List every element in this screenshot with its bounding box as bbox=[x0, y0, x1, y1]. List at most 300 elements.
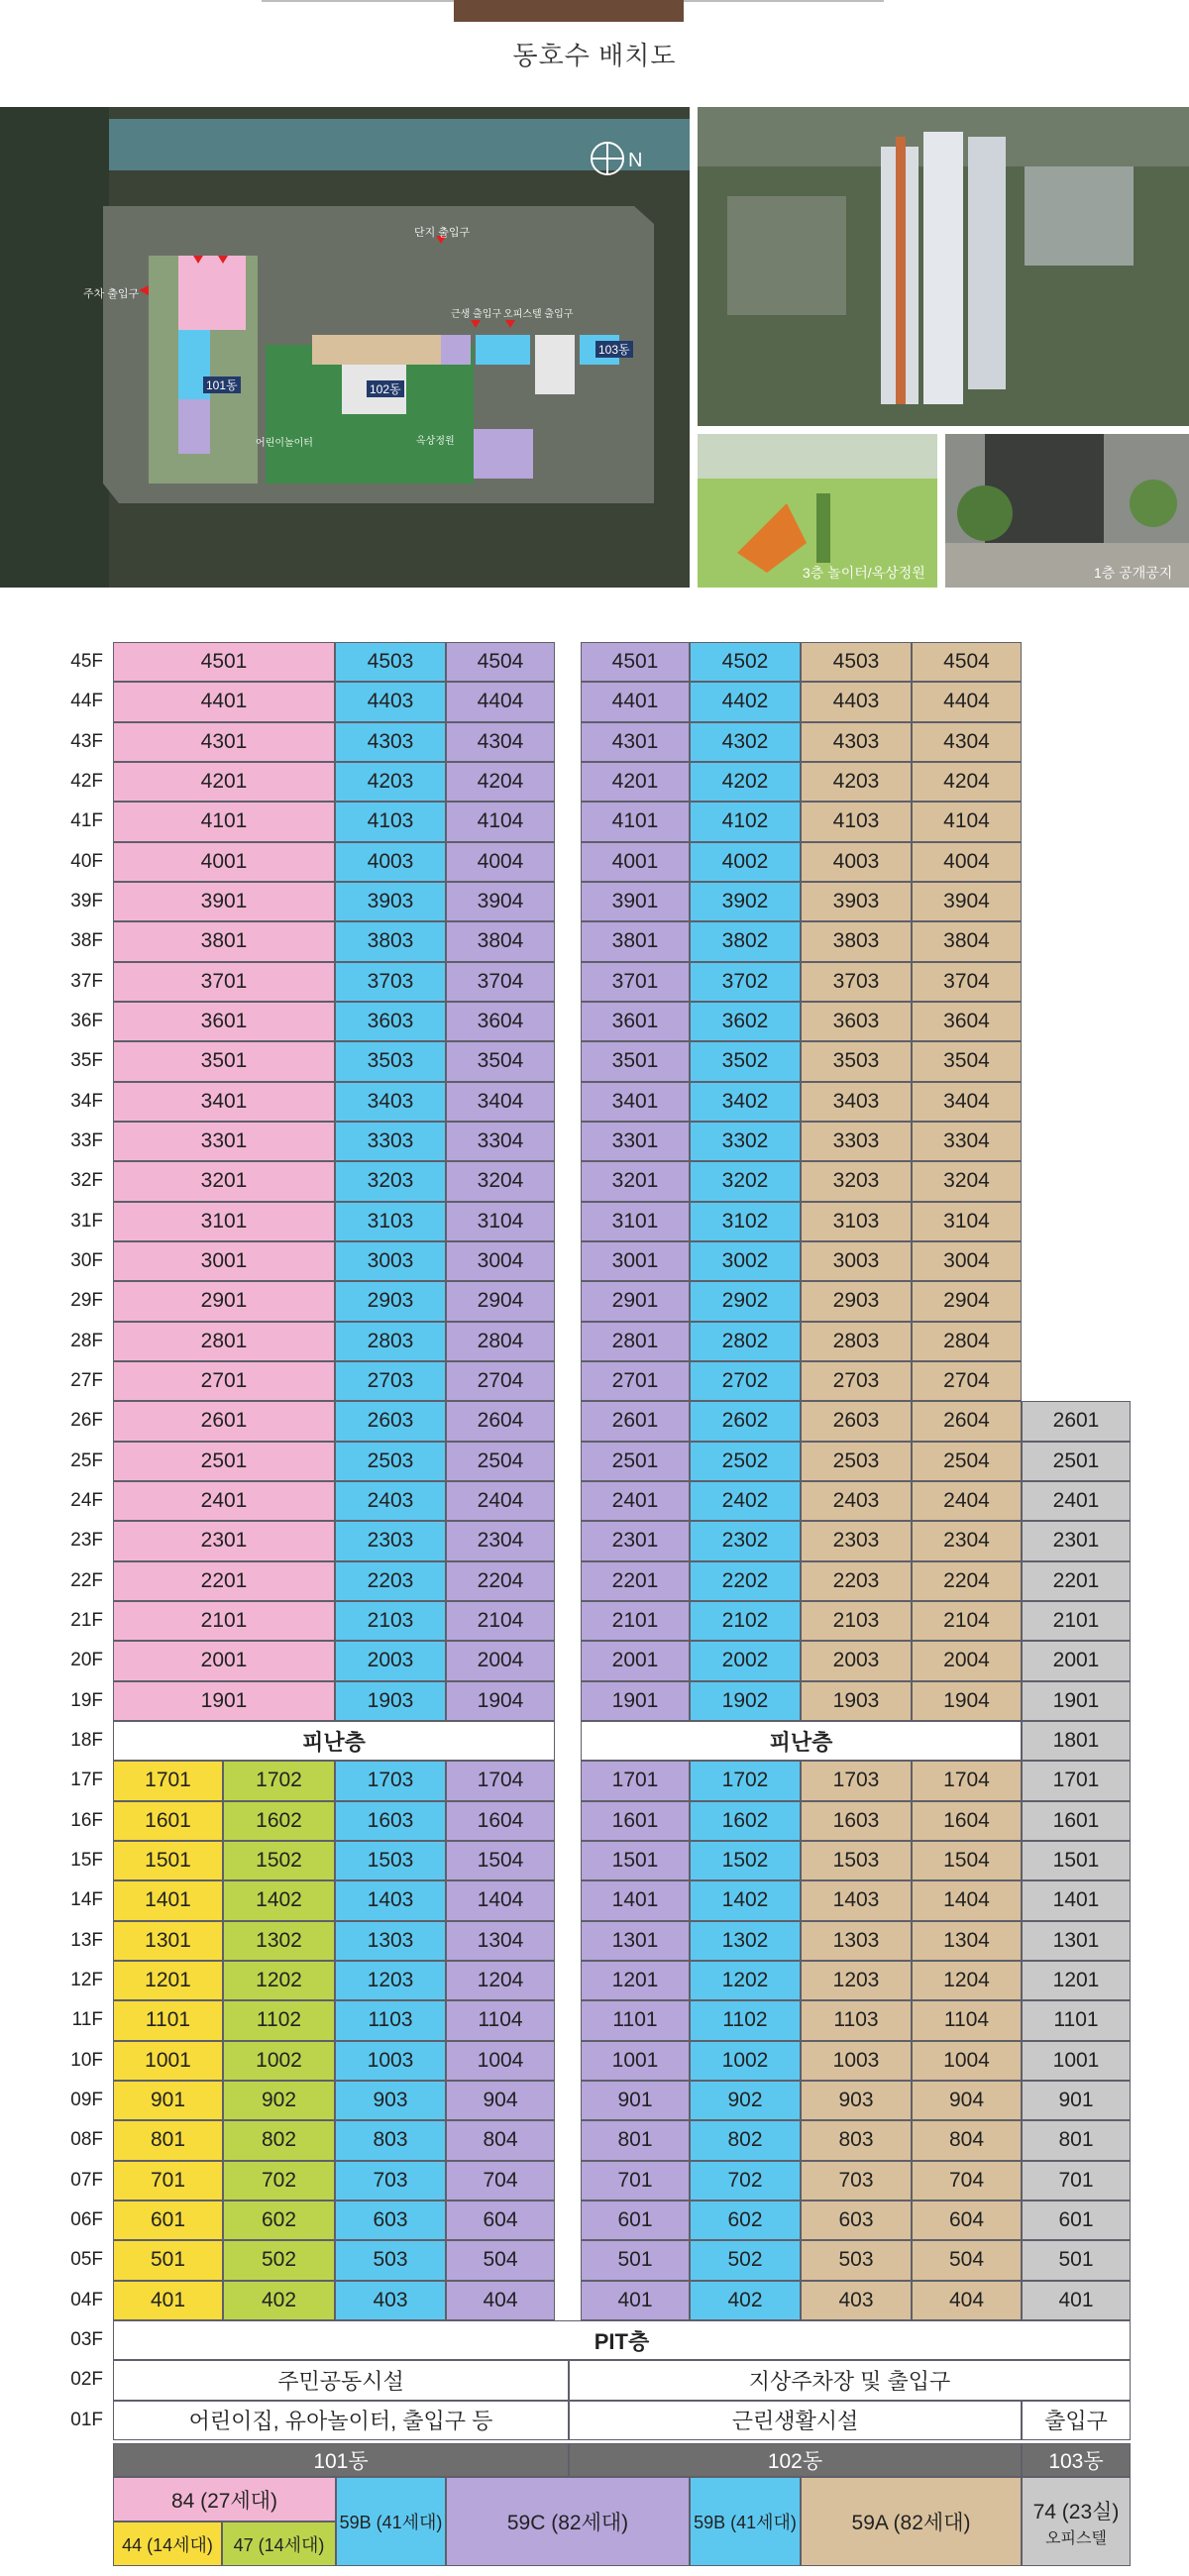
unit-cell-102: 3801 bbox=[581, 921, 690, 961]
unit-cell-101: 901 bbox=[113, 2081, 223, 2120]
parking-entrance-label: 주차 출입구 bbox=[83, 288, 140, 300]
floor-label: 06F bbox=[70, 2209, 103, 2231]
unit-cell-101: 2901 bbox=[113, 1281, 335, 1321]
unit-cell-101: 3301 bbox=[113, 1122, 335, 1161]
unit-cell-101: 2003 bbox=[335, 1641, 446, 1680]
floor-label: 38F bbox=[70, 930, 103, 952]
unit-cell-101: 3704 bbox=[446, 962, 555, 1002]
unit-cell-102: 2801 bbox=[581, 1322, 690, 1361]
unit-cell-102: 1101 bbox=[581, 2000, 690, 2040]
unit-cell-102: 3304 bbox=[912, 1122, 1022, 1161]
unit-cell-102: 3802 bbox=[690, 921, 801, 961]
building-101-tag: 101동 bbox=[203, 376, 241, 393]
unit-cell-101: 3404 bbox=[446, 1082, 555, 1122]
unit-cell-102: 3101 bbox=[581, 1202, 690, 1241]
unit-cell-102: 2803 bbox=[801, 1322, 912, 1361]
unit-cell-101: 3903 bbox=[335, 882, 446, 921]
unit-cell-101: 1901 bbox=[113, 1681, 335, 1721]
unit-cell-102: 4203 bbox=[801, 762, 912, 802]
floor-label: 07F bbox=[70, 2169, 103, 2191]
unit-cell-101: 2801 bbox=[113, 1322, 335, 1361]
unit-cell-102: 602 bbox=[690, 2200, 801, 2240]
floor-label: 08F bbox=[70, 2129, 103, 2151]
unit-cell-102: 3704 bbox=[912, 962, 1022, 1002]
unit-cell-102: 1503 bbox=[801, 1841, 912, 1880]
unit-cell-101: 504 bbox=[446, 2240, 555, 2280]
unit-cell-101: 3503 bbox=[335, 1041, 446, 1081]
unit-cell-101: 604 bbox=[446, 2200, 555, 2240]
unit-cell-102: 2603 bbox=[801, 1401, 912, 1441]
unit-cell-101: 4004 bbox=[446, 842, 555, 882]
refuge-floor-101: 피난층 bbox=[113, 1721, 555, 1761]
unit-cell-101: 4503 bbox=[335, 642, 446, 682]
unit-cell-101: 4001 bbox=[113, 842, 335, 882]
complex-entrance-label: 단지 출입구 bbox=[414, 227, 471, 239]
unit-cell-102: 2102 bbox=[690, 1601, 801, 1641]
unit-cell-102: 503 bbox=[801, 2240, 912, 2280]
unit-cell-102: 3601 bbox=[581, 1002, 690, 1041]
unit-cell-101: 1001 bbox=[113, 2041, 223, 2081]
unit-cell-102: 1202 bbox=[690, 1961, 801, 2000]
unit-cell-102: 2404 bbox=[912, 1481, 1022, 1521]
unit-cell-101: 3401 bbox=[113, 1082, 335, 1122]
unit-cell-102: 3901 bbox=[581, 882, 690, 921]
unit-cell-101: 1701 bbox=[113, 1761, 223, 1800]
unit-cell-101: 1604 bbox=[446, 1801, 555, 1841]
unit-cell-102: 3102 bbox=[690, 1202, 801, 1241]
unit-cell-101: 2103 bbox=[335, 1601, 446, 1641]
unit-cell-101: 1004 bbox=[446, 2041, 555, 2081]
legend-102-header: 102동 bbox=[569, 2443, 1022, 2477]
unit-cell-101: 3103 bbox=[335, 1202, 446, 1241]
unit-cell-103: 1101 bbox=[1022, 2000, 1131, 2040]
unit-cell-102: 4401 bbox=[581, 682, 690, 721]
floor-label: 29F bbox=[70, 1290, 103, 1312]
unit-cell-102: 504 bbox=[912, 2240, 1022, 2280]
unit-cell-102: 1902 bbox=[690, 1681, 801, 1721]
unit-cell-101: 4203 bbox=[335, 762, 446, 802]
unit-cell-102: 1504 bbox=[912, 1841, 1022, 1880]
floor-label: 42F bbox=[70, 771, 103, 793]
unit-cell-102: 3602 bbox=[690, 1002, 801, 1041]
unit-cell-101: 1204 bbox=[446, 1961, 555, 2000]
legend-74-label: 74 (23실) bbox=[1032, 2500, 1120, 2523]
unit-cell-102: 4201 bbox=[581, 762, 690, 802]
unit-cell-101: 3304 bbox=[446, 1122, 555, 1161]
unit-cell-102: 2704 bbox=[912, 1361, 1022, 1401]
unit-cell-102: 403 bbox=[801, 2281, 912, 2320]
unit-cell-102: 1604 bbox=[912, 1801, 1022, 1841]
floor2-community-facility: 주민공동시설 bbox=[113, 2360, 569, 2400]
unit-cell-102: 1601 bbox=[581, 1801, 690, 1841]
floor-label: 27F bbox=[70, 1370, 103, 1392]
unit-cell-102: 701 bbox=[581, 2161, 690, 2200]
unit-cell-101: 3801 bbox=[113, 921, 335, 961]
unit-cell-102: 802 bbox=[690, 2120, 801, 2160]
unit-cell-102: 4304 bbox=[912, 722, 1022, 762]
unit-cell-101: 602 bbox=[223, 2200, 335, 2240]
unit-cell-101: 2301 bbox=[113, 1521, 335, 1560]
unit-cell-101: 1603 bbox=[335, 1801, 446, 1841]
floor-label: 43F bbox=[70, 730, 103, 752]
unit-cell-102: 1901 bbox=[581, 1681, 690, 1721]
unit-cell-102: 502 bbox=[690, 2240, 801, 2280]
unit-cell-101: 4103 bbox=[335, 802, 446, 841]
unit-cell-101: 3003 bbox=[335, 1241, 446, 1281]
unit-cell-101: 2504 bbox=[446, 1442, 555, 1481]
unit-cell-101: 601 bbox=[113, 2200, 223, 2240]
unit-cell-103: 2601 bbox=[1022, 1401, 1131, 1441]
unit-cell-101: 4301 bbox=[113, 722, 335, 762]
unit-cell-103: 2001 bbox=[1022, 1641, 1131, 1680]
unit-cell-102: 402 bbox=[690, 2281, 801, 2320]
unit-cell-101: 2401 bbox=[113, 1481, 335, 1521]
legend-59a: 59A (82세대) bbox=[801, 2477, 1022, 2566]
unit-cell-102: 3903 bbox=[801, 882, 912, 921]
unit-cell-101: 2603 bbox=[335, 1401, 446, 1441]
unit-cell-102: 3703 bbox=[801, 962, 912, 1002]
unit-cell-103: 1301 bbox=[1022, 1921, 1131, 1961]
floor-label: 21F bbox=[70, 1610, 103, 1632]
floor-label: 36F bbox=[70, 1011, 103, 1032]
floor-label: 13F bbox=[70, 1929, 103, 1951]
unit-cell-102: 904 bbox=[912, 2081, 1022, 2120]
unit-cell-101: 4204 bbox=[446, 762, 555, 802]
unit-cell-101: 3203 bbox=[335, 1161, 446, 1201]
unit-cell-101: 4504 bbox=[446, 642, 555, 682]
floor1-entrance-103: 출입구 bbox=[1022, 2401, 1131, 2440]
unit-cell-102: 2104 bbox=[912, 1601, 1022, 1641]
floor-label: 22F bbox=[70, 1569, 103, 1591]
unit-cell-101: 2804 bbox=[446, 1322, 555, 1361]
unit-cell-102: 901 bbox=[581, 2081, 690, 2120]
unit-cell-101: 3004 bbox=[446, 1241, 555, 1281]
unit-cell-102: 2201 bbox=[581, 1561, 690, 1601]
unit-cell-101: 1101 bbox=[113, 2000, 223, 2040]
unit-cell-102: 2204 bbox=[912, 1561, 1022, 1601]
unit-cell-101: 4401 bbox=[113, 682, 335, 721]
unit-cell-102: 4101 bbox=[581, 802, 690, 841]
unit-cell-102: 804 bbox=[912, 2120, 1022, 2160]
floor-label: 34F bbox=[70, 1090, 103, 1112]
unit-cell-102: 3504 bbox=[912, 1041, 1022, 1081]
unit-cell-102: 3803 bbox=[801, 921, 912, 961]
unit-cell-102: 3603 bbox=[801, 1002, 912, 1041]
unit-cell-103: 801 bbox=[1022, 2120, 1131, 2160]
unit-cell-101: 904 bbox=[446, 2081, 555, 2120]
unit-cell-102: 1903 bbox=[801, 1681, 912, 1721]
unit-cell-102: 1301 bbox=[581, 1921, 690, 1961]
legend-59c: 59C (82세대) bbox=[446, 2477, 690, 2566]
floor1-commercial: 근린생활시설 bbox=[569, 2401, 1022, 2440]
unit-cell-101: 2203 bbox=[335, 1561, 446, 1601]
floor2-parking-entrance: 지상주차장 및 출입구 bbox=[569, 2360, 1131, 2400]
floor-label: 32F bbox=[70, 1170, 103, 1192]
unit-cell-101: 1903 bbox=[335, 1681, 446, 1721]
plaza-caption: 1층 공개공지 bbox=[1094, 565, 1173, 581]
unit-cell-102: 903 bbox=[801, 2081, 912, 2120]
unit-cell-102: 3201 bbox=[581, 1161, 690, 1201]
unit-cell-101: 2304 bbox=[446, 1521, 555, 1560]
floor-label: 45F bbox=[70, 651, 103, 673]
legend-84-type: 84 (27세대) bbox=[113, 2477, 336, 2522]
unit-cell-103: 2501 bbox=[1022, 1442, 1131, 1481]
unit-cell-102: 1303 bbox=[801, 1921, 912, 1961]
unit-cell-101: 2703 bbox=[335, 1361, 446, 1401]
unit-cell-101: 2403 bbox=[335, 1481, 446, 1521]
unit-cell-102: 1201 bbox=[581, 1961, 690, 2000]
unit-cell-102: 2902 bbox=[690, 1281, 801, 1321]
unit-cell-101: 4101 bbox=[113, 802, 335, 841]
unit-cell-101: 2904 bbox=[446, 1281, 555, 1321]
unit-cell-101: 3504 bbox=[446, 1041, 555, 1081]
unit-cell-101: 4403 bbox=[335, 682, 446, 721]
unit-cell-101: 3701 bbox=[113, 962, 335, 1002]
unit-cell-102: 3501 bbox=[581, 1041, 690, 1081]
unit-cell-101: 1303 bbox=[335, 1921, 446, 1961]
unit-cell-102: 4102 bbox=[690, 802, 801, 841]
unit-cell-102: 2002 bbox=[690, 1641, 801, 1680]
unit-cell-101: 402 bbox=[223, 2281, 335, 2320]
unit-cell-103: 1601 bbox=[1022, 1801, 1131, 1841]
unit-cell-103: 2101 bbox=[1022, 1601, 1131, 1641]
unit-cell-102: 2503 bbox=[801, 1442, 912, 1481]
unit-cell-102: 1401 bbox=[581, 1880, 690, 1920]
unit-cell-102: 2401 bbox=[581, 1481, 690, 1521]
floor-label: 33F bbox=[70, 1130, 103, 1152]
floor-label: 26F bbox=[70, 1410, 103, 1432]
unit-cell-101: 1904 bbox=[446, 1681, 555, 1721]
legend-59b-101: 59B (41세대) bbox=[336, 2477, 446, 2566]
floor-label: 05F bbox=[70, 2249, 103, 2271]
unit-cell-101: 502 bbox=[223, 2240, 335, 2280]
unit-cell-103: 601 bbox=[1022, 2200, 1131, 2240]
unit-cell-102: 4403 bbox=[801, 682, 912, 721]
unit-cell-101: 503 bbox=[335, 2240, 446, 2280]
unit-cell-102: 604 bbox=[912, 2200, 1022, 2240]
unit-cell-101: 1601 bbox=[113, 1801, 223, 1841]
unit-cell-102: 2701 bbox=[581, 1361, 690, 1401]
unit-cell-101: 2303 bbox=[335, 1521, 446, 1560]
unit-cell-101: 3303 bbox=[335, 1122, 446, 1161]
unit-cell-101: 3603 bbox=[335, 1002, 446, 1041]
unit-cell-102: 1304 bbox=[912, 1921, 1022, 1961]
unit-cell-102: 3302 bbox=[690, 1122, 801, 1161]
unit-cell-101: 1403 bbox=[335, 1880, 446, 1920]
unit-cell-102: 1701 bbox=[581, 1761, 690, 1800]
unit-cell-102: 3002 bbox=[690, 1241, 801, 1281]
floor-label: 16F bbox=[70, 1809, 103, 1831]
unit-cell-101: 803 bbox=[335, 2120, 446, 2160]
pit-floor-band: PIT층 bbox=[113, 2320, 1131, 2360]
unit-cell-101: 1304 bbox=[446, 1921, 555, 1961]
unit-cell-101: 3901 bbox=[113, 882, 335, 921]
unit-cell-102: 1103 bbox=[801, 2000, 912, 2040]
floor1-daycare-playground: 어린이집, 유아놀이터, 출입구 등 bbox=[113, 2401, 569, 2440]
floor-label: 09F bbox=[70, 2090, 103, 2111]
floor-label: 20F bbox=[70, 1650, 103, 1671]
unit-cell-101: 2704 bbox=[446, 1361, 555, 1401]
unit-cell-102: 1004 bbox=[912, 2041, 1022, 2081]
unit-cell-101: 2701 bbox=[113, 1361, 335, 1401]
playground-caption: 3층 놀이터/옥상정원 bbox=[803, 565, 925, 581]
unit-cell-102: 3103 bbox=[801, 1202, 912, 1241]
unit-cell-102: 404 bbox=[912, 2281, 1022, 2320]
unit-cell-103: 401 bbox=[1022, 2281, 1131, 2320]
unit-cell-102: 4302 bbox=[690, 722, 801, 762]
unit-cell-102: 2502 bbox=[690, 1442, 801, 1481]
floor-label: 19F bbox=[70, 1689, 103, 1711]
unit-cell-102: 3001 bbox=[581, 1241, 690, 1281]
legend-103-header: 103동 bbox=[1022, 2443, 1131, 2477]
unit-cell-101: 1704 bbox=[446, 1761, 555, 1800]
floor-label: 23F bbox=[70, 1530, 103, 1552]
unit-cell-102: 4001 bbox=[581, 842, 690, 882]
floor-label: 25F bbox=[70, 1449, 103, 1471]
unit-cell-101: 903 bbox=[335, 2081, 446, 2120]
unit-cell-102: 1203 bbox=[801, 1961, 912, 2000]
unit-cell-102: 2702 bbox=[690, 1361, 801, 1401]
unit-cell-101: 1401 bbox=[113, 1880, 223, 1920]
floor-label: 12F bbox=[70, 1970, 103, 1991]
unit-cell-101: 2001 bbox=[113, 1641, 335, 1680]
unit-cell-101: 1402 bbox=[223, 1880, 335, 1920]
unit-cell-102: 2601 bbox=[581, 1401, 690, 1441]
commercial-entrance-label: 근생 출입구 bbox=[451, 309, 502, 320]
unit-cell-102: 2901 bbox=[581, 1281, 690, 1321]
unit-cell-102: 2103 bbox=[801, 1601, 912, 1641]
unit-cell-101: 2404 bbox=[446, 1481, 555, 1521]
unit-cell-102: 4404 bbox=[912, 682, 1022, 721]
unit-cell-102: 3902 bbox=[690, 882, 801, 921]
unit-cell-102: 2703 bbox=[801, 1361, 912, 1401]
unit-cell-102: 2804 bbox=[912, 1322, 1022, 1361]
floor-label: 41F bbox=[70, 810, 103, 832]
unit-cell-102: 902 bbox=[690, 2081, 801, 2120]
unit-cell-102: 2403 bbox=[801, 1481, 912, 1521]
unit-cell-102: 1102 bbox=[690, 2000, 801, 2040]
unit-cell-102: 3303 bbox=[801, 1122, 912, 1161]
unit-cell-102: 4303 bbox=[801, 722, 912, 762]
unit-cell-101: 1702 bbox=[223, 1761, 335, 1800]
unit-cell-102: 2003 bbox=[801, 1641, 912, 1680]
unit-cell-101: 3201 bbox=[113, 1161, 335, 1201]
floor-label: 01F bbox=[70, 2409, 103, 2430]
unit-cell-102: 3104 bbox=[912, 1202, 1022, 1241]
unit-cell-102: 3702 bbox=[690, 962, 801, 1002]
unit-cell-102: 3003 bbox=[801, 1241, 912, 1281]
building-102-tag: 102동 bbox=[367, 380, 404, 397]
unit-cell-101: 802 bbox=[223, 2120, 335, 2160]
unit-cell-102: 3904 bbox=[912, 882, 1022, 921]
unit-cell-101: 3101 bbox=[113, 1202, 335, 1241]
unit-cell-101: 1602 bbox=[223, 1801, 335, 1841]
unit-cell-102: 803 bbox=[801, 2120, 912, 2160]
unit-cell-102: 1704 bbox=[912, 1761, 1022, 1800]
unit-cell-102: 3403 bbox=[801, 1082, 912, 1122]
legend-47-type: 47 (14세대) bbox=[222, 2522, 336, 2566]
unit-cell-102: 2301 bbox=[581, 1521, 690, 1560]
unit-cell-103: 1801 bbox=[1022, 1721, 1131, 1761]
rooftop-garden-map-label: 옥상정원 bbox=[416, 436, 455, 447]
unit-cell-102: 702 bbox=[690, 2161, 801, 2200]
floor-label: 15F bbox=[70, 1850, 103, 1872]
unit-cell-102: 2101 bbox=[581, 1601, 690, 1641]
unit-cell-101: 704 bbox=[446, 2161, 555, 2200]
unit-cell-102: 1404 bbox=[912, 1880, 1022, 1920]
unit-cell-101: 1102 bbox=[223, 2000, 335, 2040]
unit-cell-101: 2004 bbox=[446, 1641, 555, 1680]
unit-cell-103: 2401 bbox=[1022, 1481, 1131, 1521]
unit-cell-101: 3501 bbox=[113, 1041, 335, 1081]
unit-cell-102: 2903 bbox=[801, 1281, 912, 1321]
unit-cell-102: 2303 bbox=[801, 1521, 912, 1560]
unit-cell-102: 2904 bbox=[912, 1281, 1022, 1321]
floor-label: 14F bbox=[70, 1889, 103, 1911]
unit-cell-101: 2903 bbox=[335, 1281, 446, 1321]
unit-cell-102: 1302 bbox=[690, 1921, 801, 1961]
compass-label: N bbox=[628, 150, 643, 171]
unit-cell-101: 401 bbox=[113, 2281, 223, 2320]
unit-cell-102: 4503 bbox=[801, 642, 912, 682]
legend-59b-102: 59B (41세대) bbox=[690, 2477, 801, 2566]
unit-cell-101: 2204 bbox=[446, 1561, 555, 1601]
floor-label: 02F bbox=[70, 2369, 103, 2391]
legend-101-header: 101동 bbox=[113, 2443, 569, 2477]
legend-74-officetel bbox=[1022, 2477, 1131, 2566]
unit-cell-102: 3804 bbox=[912, 921, 1022, 961]
unit-cell-102: 1002 bbox=[690, 2041, 801, 2081]
floor-label: 10F bbox=[70, 2049, 103, 2071]
unit-cell-102: 4502 bbox=[690, 642, 801, 682]
unit-cell-102: 2402 bbox=[690, 1481, 801, 1521]
unit-cell-101: 4404 bbox=[446, 682, 555, 721]
floor-label: 39F bbox=[70, 891, 103, 912]
unit-cell-101: 404 bbox=[446, 2281, 555, 2320]
unit-cell-102: 1702 bbox=[690, 1761, 801, 1800]
floor-label: 40F bbox=[70, 850, 103, 872]
unit-cell-102: 3301 bbox=[581, 1122, 690, 1161]
unit-cell-101: 702 bbox=[223, 2161, 335, 2200]
unit-cell-101: 2501 bbox=[113, 1442, 335, 1481]
unit-cell-102: 3004 bbox=[912, 1241, 1022, 1281]
floor-label: 17F bbox=[70, 1770, 103, 1791]
unit-cell-103: 1001 bbox=[1022, 2041, 1131, 2081]
unit-cell-102: 2802 bbox=[690, 1322, 801, 1361]
unit-cell-102: 4301 bbox=[581, 722, 690, 762]
unit-cell-101: 3904 bbox=[446, 882, 555, 921]
unit-cell-102: 1501 bbox=[581, 1841, 690, 1880]
unit-cell-102: 1403 bbox=[801, 1880, 912, 1920]
unit-cell-101: 1503 bbox=[335, 1841, 446, 1880]
unit-cell-102: 2304 bbox=[912, 1521, 1022, 1560]
floor-label: 44F bbox=[70, 691, 103, 712]
unit-cell-102: 3204 bbox=[912, 1161, 1022, 1201]
unit-cell-101: 1103 bbox=[335, 2000, 446, 2040]
unit-cell-102: 1502 bbox=[690, 1841, 801, 1880]
unit-cell-103: 2301 bbox=[1022, 1521, 1131, 1560]
unit-cell-102: 3404 bbox=[912, 1082, 1022, 1122]
unit-cell-102: 3401 bbox=[581, 1082, 690, 1122]
unit-cell-101: 1201 bbox=[113, 1961, 223, 2000]
unit-cell-103: 1401 bbox=[1022, 1880, 1131, 1920]
unit-cell-102: 401 bbox=[581, 2281, 690, 2320]
unit-cell-102: 4002 bbox=[690, 842, 801, 882]
unit-cell-102: 2302 bbox=[690, 1521, 801, 1560]
unit-cell-102: 4003 bbox=[801, 842, 912, 882]
unit-cell-102: 2203 bbox=[801, 1561, 912, 1601]
floor-label: 35F bbox=[70, 1050, 103, 1072]
